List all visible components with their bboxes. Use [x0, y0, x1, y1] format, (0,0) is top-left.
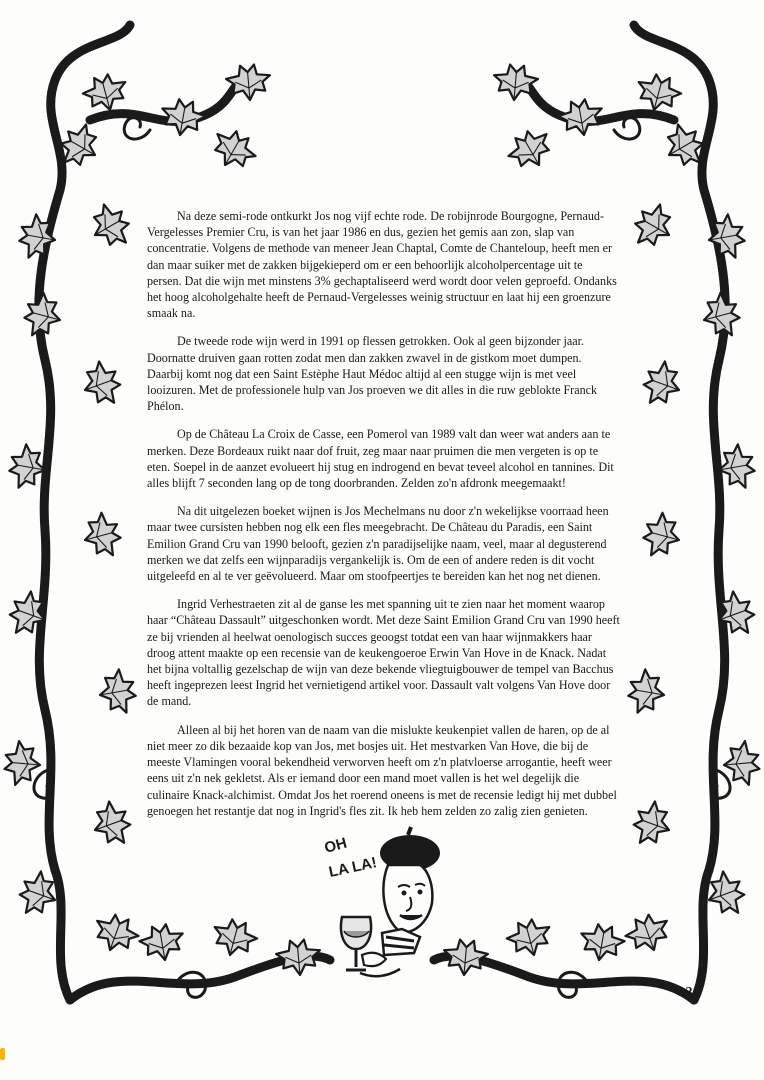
- paragraph: Op de Château La Croix de Casse, een Pomerol van 1989 valt dan weer wat anders aan te merken. Deze Bordeaux ruikt naar dof fruit, zeg maar naar pruimen die men vergeten is op te eten. Soepel in de aanzet evolueert hij stug en indrogend en bevat teveel alcohol en tannines. Dit alles blijft 7 seconden lang op de tong doorbranden. Zelden zo'n afdronk meegemaakt!: [147, 427, 614, 491]
- paragraph: Ingrid Verhestraeten zit al de ganse les met spanning uit te zien naar het moment waarop haar “Château Dassault” uitgeschonken wordt. Met deze Saint Emilion Grand Cru van 1990 heeft ze bij vrienden al heelwat oenologisch succes geoogst totdat een van haar wijnmakkers haar droog attent maakte op een recensie van de keukengoeroe Erwin Van Hove in de Knack. Nadat het bijna voltallig gezelschap de wijn van deze bekende vliegtuigbouwer de tempel van Bacchus heeft ingeprezen leest Ingrid het vernietigend artikel voor. Dassault valt volgens Van Hove door de mand.: [147, 597, 620, 709]
- paragraph: Na deze semi-rode ontkurkt Jos nog vijf echte rode. De robijnrode Bourgogne, Pernaud-Vergelesses Premier Cru, is van het jaar 1986 en dus, gezien het gemis aan zon, slap van concentratie. Volgens de methode van meneer Jean Chaptal, Comte de Chanteloup, heeft men er dan maar suiker met de zakken bijgekieperd om er een behoorlijk alcoholpercentage uit te persen. Dat die wijn met minstens 3% gechaptaliseerd werd wordt door velen geproefd. Ondanks het hoog alcoholgehalte heeft de Pernaud-Vergelesses weinig structuur en laat hij een groenzure smaak na.: [147, 209, 617, 321]
- article-body: [147, 208, 620, 831]
- edge-mark: [0, 1048, 5, 1060]
- chef-with-wine-glass-icon: [320, 815, 445, 980]
- svg-text:OH: OH: [322, 834, 349, 857]
- page-number: 12: [678, 985, 693, 1000]
- paragraph: Na dit uitgelezen boeket wijnen is Jos Mechelmans nu door z'n wekelijkse voorraad heen maar twee cursisten hebben nog elk een fles meegebracht. De Château du Paradis, een Saint Emilion Grand Cru van 1990 belooft, gezien z'n paradijselijke naam, veel, maar al degusterend merken we dat zelfs een wijnparadijs vergankelijk is. Om de een of andere reden is dit vocht uitgeleefd en al te ver geëvolueerd. Maar om stoofpeertjes te bereiden kan het nog net dienen.: [147, 504, 609, 584]
- paragraph: De tweede rode wijn werd in 1991 op flessen getrokken. Ook al geen bijzonder jaar. Doornatte druiven gaan rotten zodat men dan zakken zwavel in de gistkom moet dumpen. Daarbij komt nog dat een Saint Estèphe Haut Médoc altijd al een stugge wijn is met veel looizuren. Met de professionele hulp van Jos proeven we dit alles in die ruw geblokte Franck Phélon.: [147, 334, 598, 414]
- paragraph: Alleen al bij het horen van de naam van die mislukte keukenpiet vallen de haren, op de al niet meer zo dik bezaaide kop van Jos, met bosjes uit. Het mestvarken Van Hove, die bij de meeste Vlamingen vooral bekendheid verworven heeft om z'n platvloerse arrogantie, heeft weer eens uit z'n nek gekletst. Als er iemand door een mand moet vallen is het wel degelijk die culinaire Knack-alchimist. Omdat Jos het roerend oneens is met de recensie ledigt hij met dubbel genoegen het restantje dat nog in Ingrid's fles zit. Ik heb hem zelden zo zalig zien genieten.: [147, 722, 617, 818]
- svg-text:LA LA!: LA LA!: [327, 854, 379, 881]
